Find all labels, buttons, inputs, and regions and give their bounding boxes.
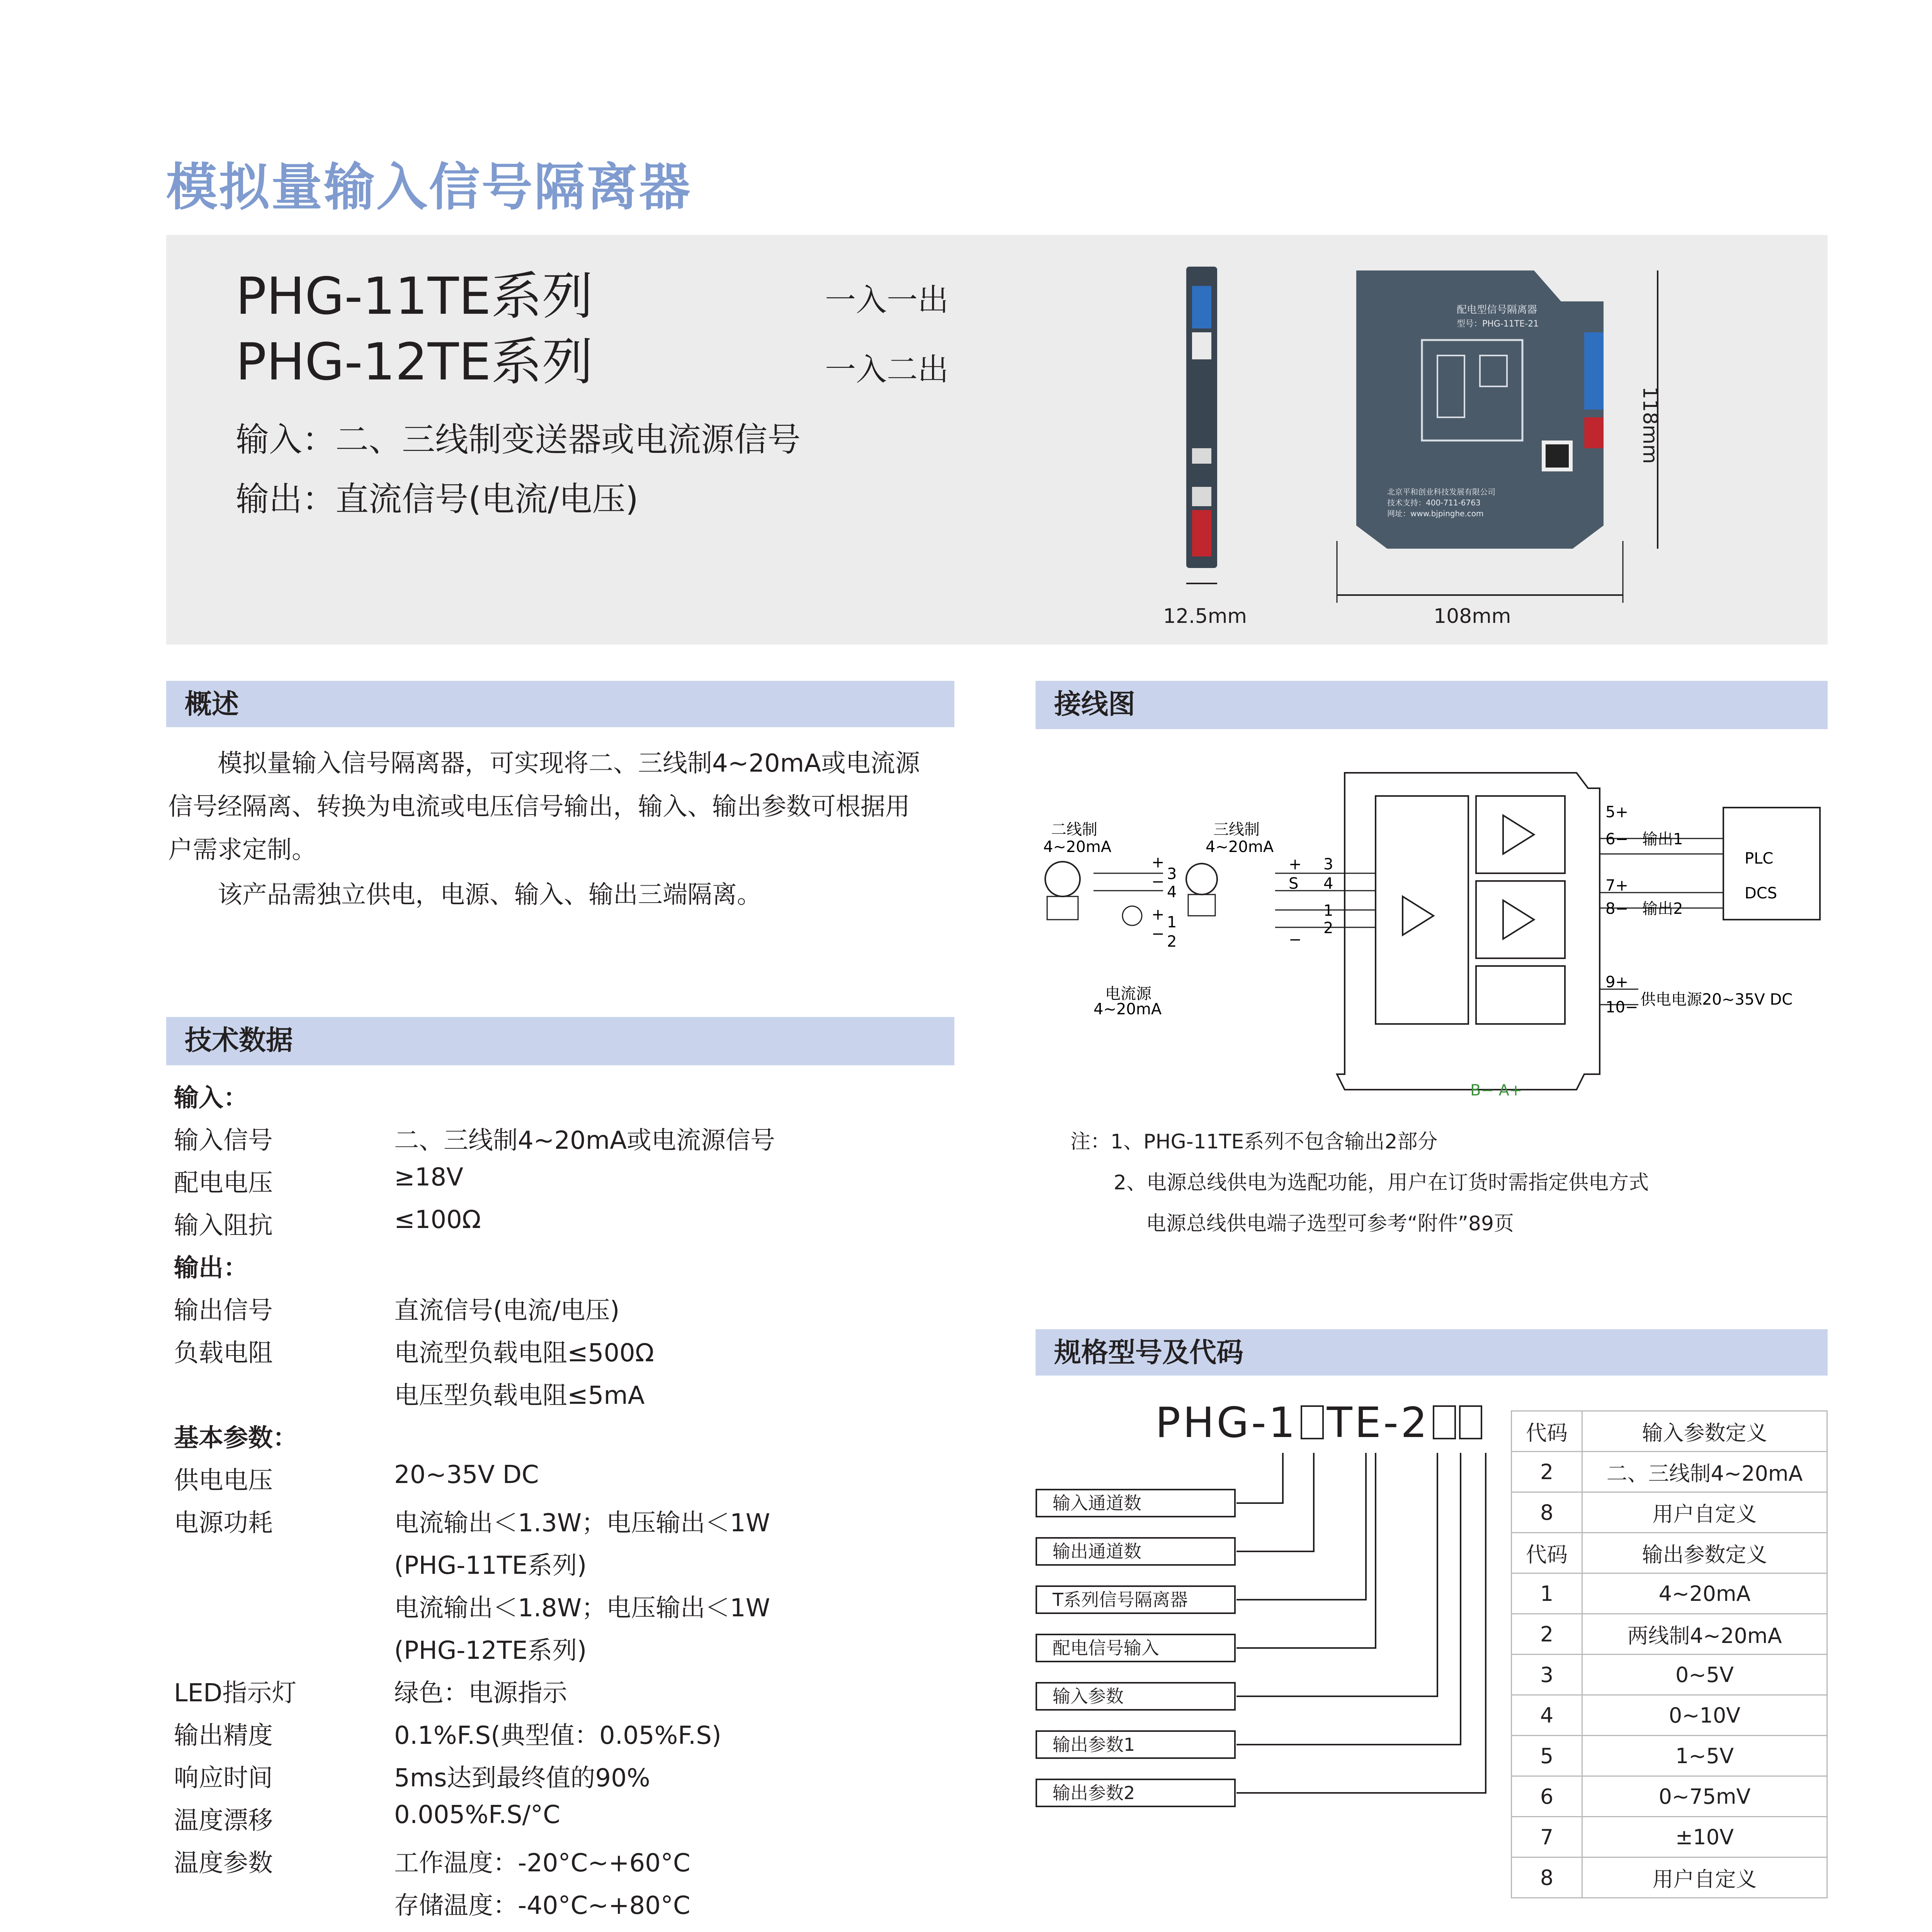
- in-term-2: 2: [1323, 919, 1333, 937]
- overview-line-1: 模拟量输入信号隔离器，可实现将二、三线制4~20mA或电流源: [218, 749, 920, 778]
- output-2-label: 输出2: [1642, 900, 1683, 918]
- page-title: 模拟量输入信号隔离器: [166, 158, 692, 217]
- code-desc-cell: 二、三线制4~20mA: [1582, 1452, 1827, 1492]
- code-table-row: [1512, 1492, 1827, 1533]
- model-code-box-3: [1459, 1405, 1482, 1439]
- overview-line-2: 信号经隔离、转换为电流或电压信号输出，输入、输出参数可根据用: [168, 793, 910, 821]
- tech-value: 工作温度：-20°C~+60°C: [394, 1849, 690, 1878]
- tech-value: (PHG-12TE系列): [394, 1636, 587, 1665]
- dim-height: 118mm: [1638, 386, 1662, 464]
- code-table-row: [1512, 1533, 1827, 1573]
- model-legend-item: 输出参数1: [1036, 1730, 1236, 1759]
- tech-value: 20~35V DC: [394, 1461, 539, 1489]
- tech-value: 电压型负载电阻≤5mA: [394, 1381, 645, 1410]
- left-term-4: 4: [1167, 883, 1177, 901]
- in-term-4: 4: [1323, 875, 1333, 893]
- tech-row: [174, 1291, 966, 1333]
- model-legend-item: 输出参数2: [1036, 1779, 1236, 1807]
- bus-label: B− A+: [1470, 1082, 1522, 1099]
- tech-label: 配电电压: [174, 1169, 273, 1197]
- tech-row: [174, 1758, 966, 1801]
- code-desc-cell: 1~5V: [1582, 1736, 1827, 1776]
- wiring-rule: [1036, 727, 1828, 729]
- three-wire-range: 4~20mA: [1206, 838, 1274, 856]
- current-source-range: 4~20mA: [1094, 1000, 1162, 1018]
- code-desc-cell: 0~75mV: [1582, 1776, 1827, 1817]
- model-legend-item: T系列信号隔离器: [1036, 1585, 1236, 1614]
- code-table-row: [1512, 1857, 1827, 1898]
- dim-length: 108mm: [1434, 605, 1511, 628]
- three-wire-label: 三线制: [1213, 821, 1260, 838]
- code-desc-cell: 0~5V: [1582, 1655, 1827, 1695]
- device-company: 北京平和创业科技发展有限公司: [1387, 487, 1495, 497]
- code-desc-cell: 输出参数定义: [1582, 1533, 1827, 1573]
- code-table-row: [1512, 1614, 1827, 1655]
- tech-value: (PHG-11TE系列): [394, 1551, 587, 1580]
- model-heading: 规格型号及代码: [1036, 1329, 1828, 1376]
- model-code-box-1: [1301, 1405, 1324, 1439]
- tech-row: [174, 1206, 966, 1248]
- wiring-note-3: 电源总线供电端子选型可参考“附件”89页: [1146, 1212, 1514, 1235]
- left-plus-bottom: +: [1151, 906, 1165, 923]
- code-cell: 代码: [1512, 1411, 1582, 1452]
- code-table-row: [1512, 1776, 1827, 1817]
- tech-row: [174, 1248, 966, 1291]
- device-tel: 技术支持：400-711-6763: [1387, 498, 1481, 507]
- mid-s: S: [1289, 875, 1299, 893]
- tech-label: 输入阻抗: [174, 1211, 273, 1240]
- tech-row: [174, 1588, 966, 1631]
- device-web: 网址：www.bjpinghe.com: [1387, 509, 1484, 518]
- tech-value: ≥18V: [394, 1163, 463, 1192]
- model-code-mid: TE-2: [1327, 1399, 1430, 1447]
- tech-value: ≤100Ω: [394, 1206, 481, 1234]
- tech-label: 响应时间: [174, 1764, 273, 1793]
- code-desc-cell: 用户自定义: [1582, 1492, 1827, 1533]
- left-minus-bottom: −: [1151, 925, 1165, 943]
- tech-row: [174, 1418, 966, 1461]
- tech-value: 二、三线制4~20mA或电流源信号: [394, 1126, 775, 1155]
- hero-input-line: 输入：二、三线制变送器或电流源信号: [236, 420, 801, 459]
- tech-label: 输出信号: [174, 1296, 273, 1325]
- tech-row: [174, 1121, 966, 1163]
- model-code-table: [1511, 1410, 1828, 1898]
- tech-row: [174, 1673, 966, 1716]
- code-desc-cell: 用户自定义: [1582, 1857, 1827, 1898]
- output-1-label: 输出1: [1642, 830, 1683, 848]
- dim-width: 12.5mm: [1163, 605, 1247, 628]
- power-label: 供电电源20~35V DC: [1640, 991, 1793, 1009]
- code-table-row: [1512, 1411, 1827, 1452]
- tech-row: [174, 1333, 966, 1376]
- tech-label: LED指示灯: [174, 1679, 297, 1708]
- tech-label: 温度漂移: [174, 1806, 273, 1835]
- model-code-prefix: PHG-1: [1155, 1399, 1298, 1447]
- code-cell: 2: [1512, 1614, 1582, 1655]
- term-9: 9+: [1605, 973, 1628, 991]
- overview-para-1: [168, 742, 972, 872]
- code-cell: 8: [1512, 1857, 1582, 1898]
- in-term-3: 3: [1323, 855, 1333, 873]
- tech-row: [174, 1843, 966, 1886]
- term-7: 7+: [1605, 877, 1628, 895]
- code-cell: 4: [1512, 1695, 1582, 1736]
- tech-label: 负载电阻: [174, 1339, 273, 1367]
- code-cell: 7: [1512, 1817, 1582, 1857]
- tech-value: 存储温度：-40°C~+80°C: [394, 1891, 690, 1920]
- series-2-mode: 一入二出: [825, 352, 949, 388]
- code-cell: 代码: [1512, 1533, 1582, 1573]
- model-legend-item: 配电信号输入: [1036, 1634, 1236, 1662]
- tech-rule: [166, 1063, 954, 1065]
- code-desc-cell: ±10V: [1582, 1817, 1827, 1857]
- code-desc-cell: 输入参数定义: [1582, 1411, 1827, 1452]
- code-cell: 3: [1512, 1655, 1582, 1695]
- model-legend-item: 输入参数: [1036, 1682, 1236, 1711]
- tech-label: [174, 1928, 322, 1932]
- current-source-label: 电流源: [1105, 985, 1151, 1003]
- tech-value: [394, 1928, 635, 1932]
- series-1-mode: 一入一出: [825, 282, 949, 318]
- hero-output-line: 输出：直流信号(电流/电压): [236, 480, 639, 519]
- tech-label: 电源功耗: [174, 1509, 273, 1537]
- overview-para-2: 该产品需独立供电，电源、输入、输出三端隔离。: [218, 881, 762, 909]
- tech-value: 电流型负载电阻≤500Ω: [394, 1339, 654, 1367]
- wiring-diagram: [1036, 757, 1828, 1105]
- tech-value: 0.1%F.S(典型值：0.05%F.S): [394, 1721, 721, 1750]
- code-desc-cell: 两线制4~20mA: [1582, 1614, 1827, 1655]
- left-term-3: 3: [1167, 865, 1177, 883]
- overview-heading: 概述: [166, 681, 954, 727]
- device-label-2: 型号：PHG-11TE-21: [1457, 319, 1539, 329]
- overview-line-3: 户需求定制。: [168, 836, 316, 864]
- mid-plus: +: [1289, 855, 1302, 873]
- code-table-row: [1512, 1817, 1827, 1857]
- tech-row: [174, 1886, 966, 1928]
- wiring-note-2: 2、电源总线供电为选配功能，用户在订货时需指定供电方式: [1114, 1171, 1649, 1194]
- term-10: 10−: [1605, 998, 1638, 1016]
- series-2-title: PHG-12TE系列: [236, 332, 593, 392]
- two-wire-label: 二线制: [1051, 821, 1097, 838]
- code-table-row: [1512, 1695, 1827, 1736]
- tech-row: [174, 1078, 966, 1121]
- code-table-row: [1512, 1655, 1827, 1695]
- tech-value: 绿色：电源指示: [394, 1679, 567, 1708]
- tech-label: 供电电压: [174, 1466, 273, 1495]
- tech-label: 温度参数: [174, 1849, 273, 1878]
- tech-row: [174, 1716, 966, 1758]
- tech-label: 输入信号: [174, 1126, 273, 1155]
- tech-value: 电流输出＜1.3W；电压输出＜1W: [394, 1509, 770, 1537]
- mid-minus: −: [1289, 931, 1302, 949]
- wiring-heading: 接线图: [1036, 681, 1828, 727]
- tech-value: 5ms达到最终值的90%: [394, 1764, 650, 1793]
- dcs-label: DCS: [1745, 884, 1777, 902]
- series-1-title: PHG-11TE系列: [236, 267, 593, 326]
- term-6: 6−: [1605, 830, 1628, 848]
- left-plus-top: +: [1151, 854, 1165, 871]
- tech-heading: 技术数据: [166, 1017, 954, 1063]
- model-legend-item: 输入通道数: [1036, 1489, 1236, 1517]
- tech-group-label: 输出：: [174, 1254, 248, 1282]
- wiring-note-1: 注：1、PHG-11TE系列不包含输出2部分: [1070, 1130, 1438, 1153]
- tech-row: [174, 1376, 966, 1418]
- term-8: 8−: [1605, 900, 1628, 918]
- tech-group-label: 基本参数：: [174, 1424, 298, 1452]
- tech-value: 电流输出＜1.8W；电压输出＜1W: [394, 1594, 770, 1622]
- code-desc-cell: 0~10V: [1582, 1695, 1827, 1736]
- tech-value: 0.005%F.S/°C: [394, 1801, 560, 1829]
- code-cell: 6: [1512, 1776, 1582, 1817]
- tech-value: 直流信号(电流/电压): [394, 1296, 620, 1325]
- code-cell: 1: [1512, 1573, 1582, 1614]
- code-cell: 5: [1512, 1736, 1582, 1776]
- in-term-1: 1: [1323, 902, 1333, 920]
- tech-row: [174, 1461, 966, 1503]
- tech-row: [174, 1631, 966, 1673]
- tech-row: [174, 1928, 966, 1932]
- plc-label: PLC: [1745, 850, 1774, 867]
- tech-label: 输出精度: [174, 1721, 273, 1750]
- model-code-box-2: [1433, 1405, 1456, 1439]
- left-term-1: 1: [1167, 913, 1177, 931]
- two-wire-range: 4~20mA: [1043, 838, 1112, 856]
- device-label-1: 配电型信号隔离器: [1457, 304, 1537, 316]
- tech-row: [174, 1503, 966, 1546]
- tech-row: [174, 1546, 966, 1588]
- left-minus-top: −: [1151, 873, 1165, 891]
- code-table-row: [1512, 1452, 1827, 1492]
- code-desc-cell: 4~20mA: [1582, 1573, 1827, 1614]
- left-term-2: 2: [1167, 933, 1177, 951]
- term-5: 5+: [1605, 803, 1628, 821]
- tech-row: [174, 1163, 966, 1206]
- code-cell: 2: [1512, 1452, 1582, 1492]
- code-table-row: [1512, 1736, 1827, 1776]
- model-legend-item: 输出通道数: [1036, 1537, 1236, 1566]
- code-table-row: [1512, 1573, 1827, 1614]
- tech-group-label: 输入：: [174, 1084, 248, 1112]
- tech-row: [174, 1801, 966, 1843]
- code-cell: 8: [1512, 1492, 1582, 1533]
